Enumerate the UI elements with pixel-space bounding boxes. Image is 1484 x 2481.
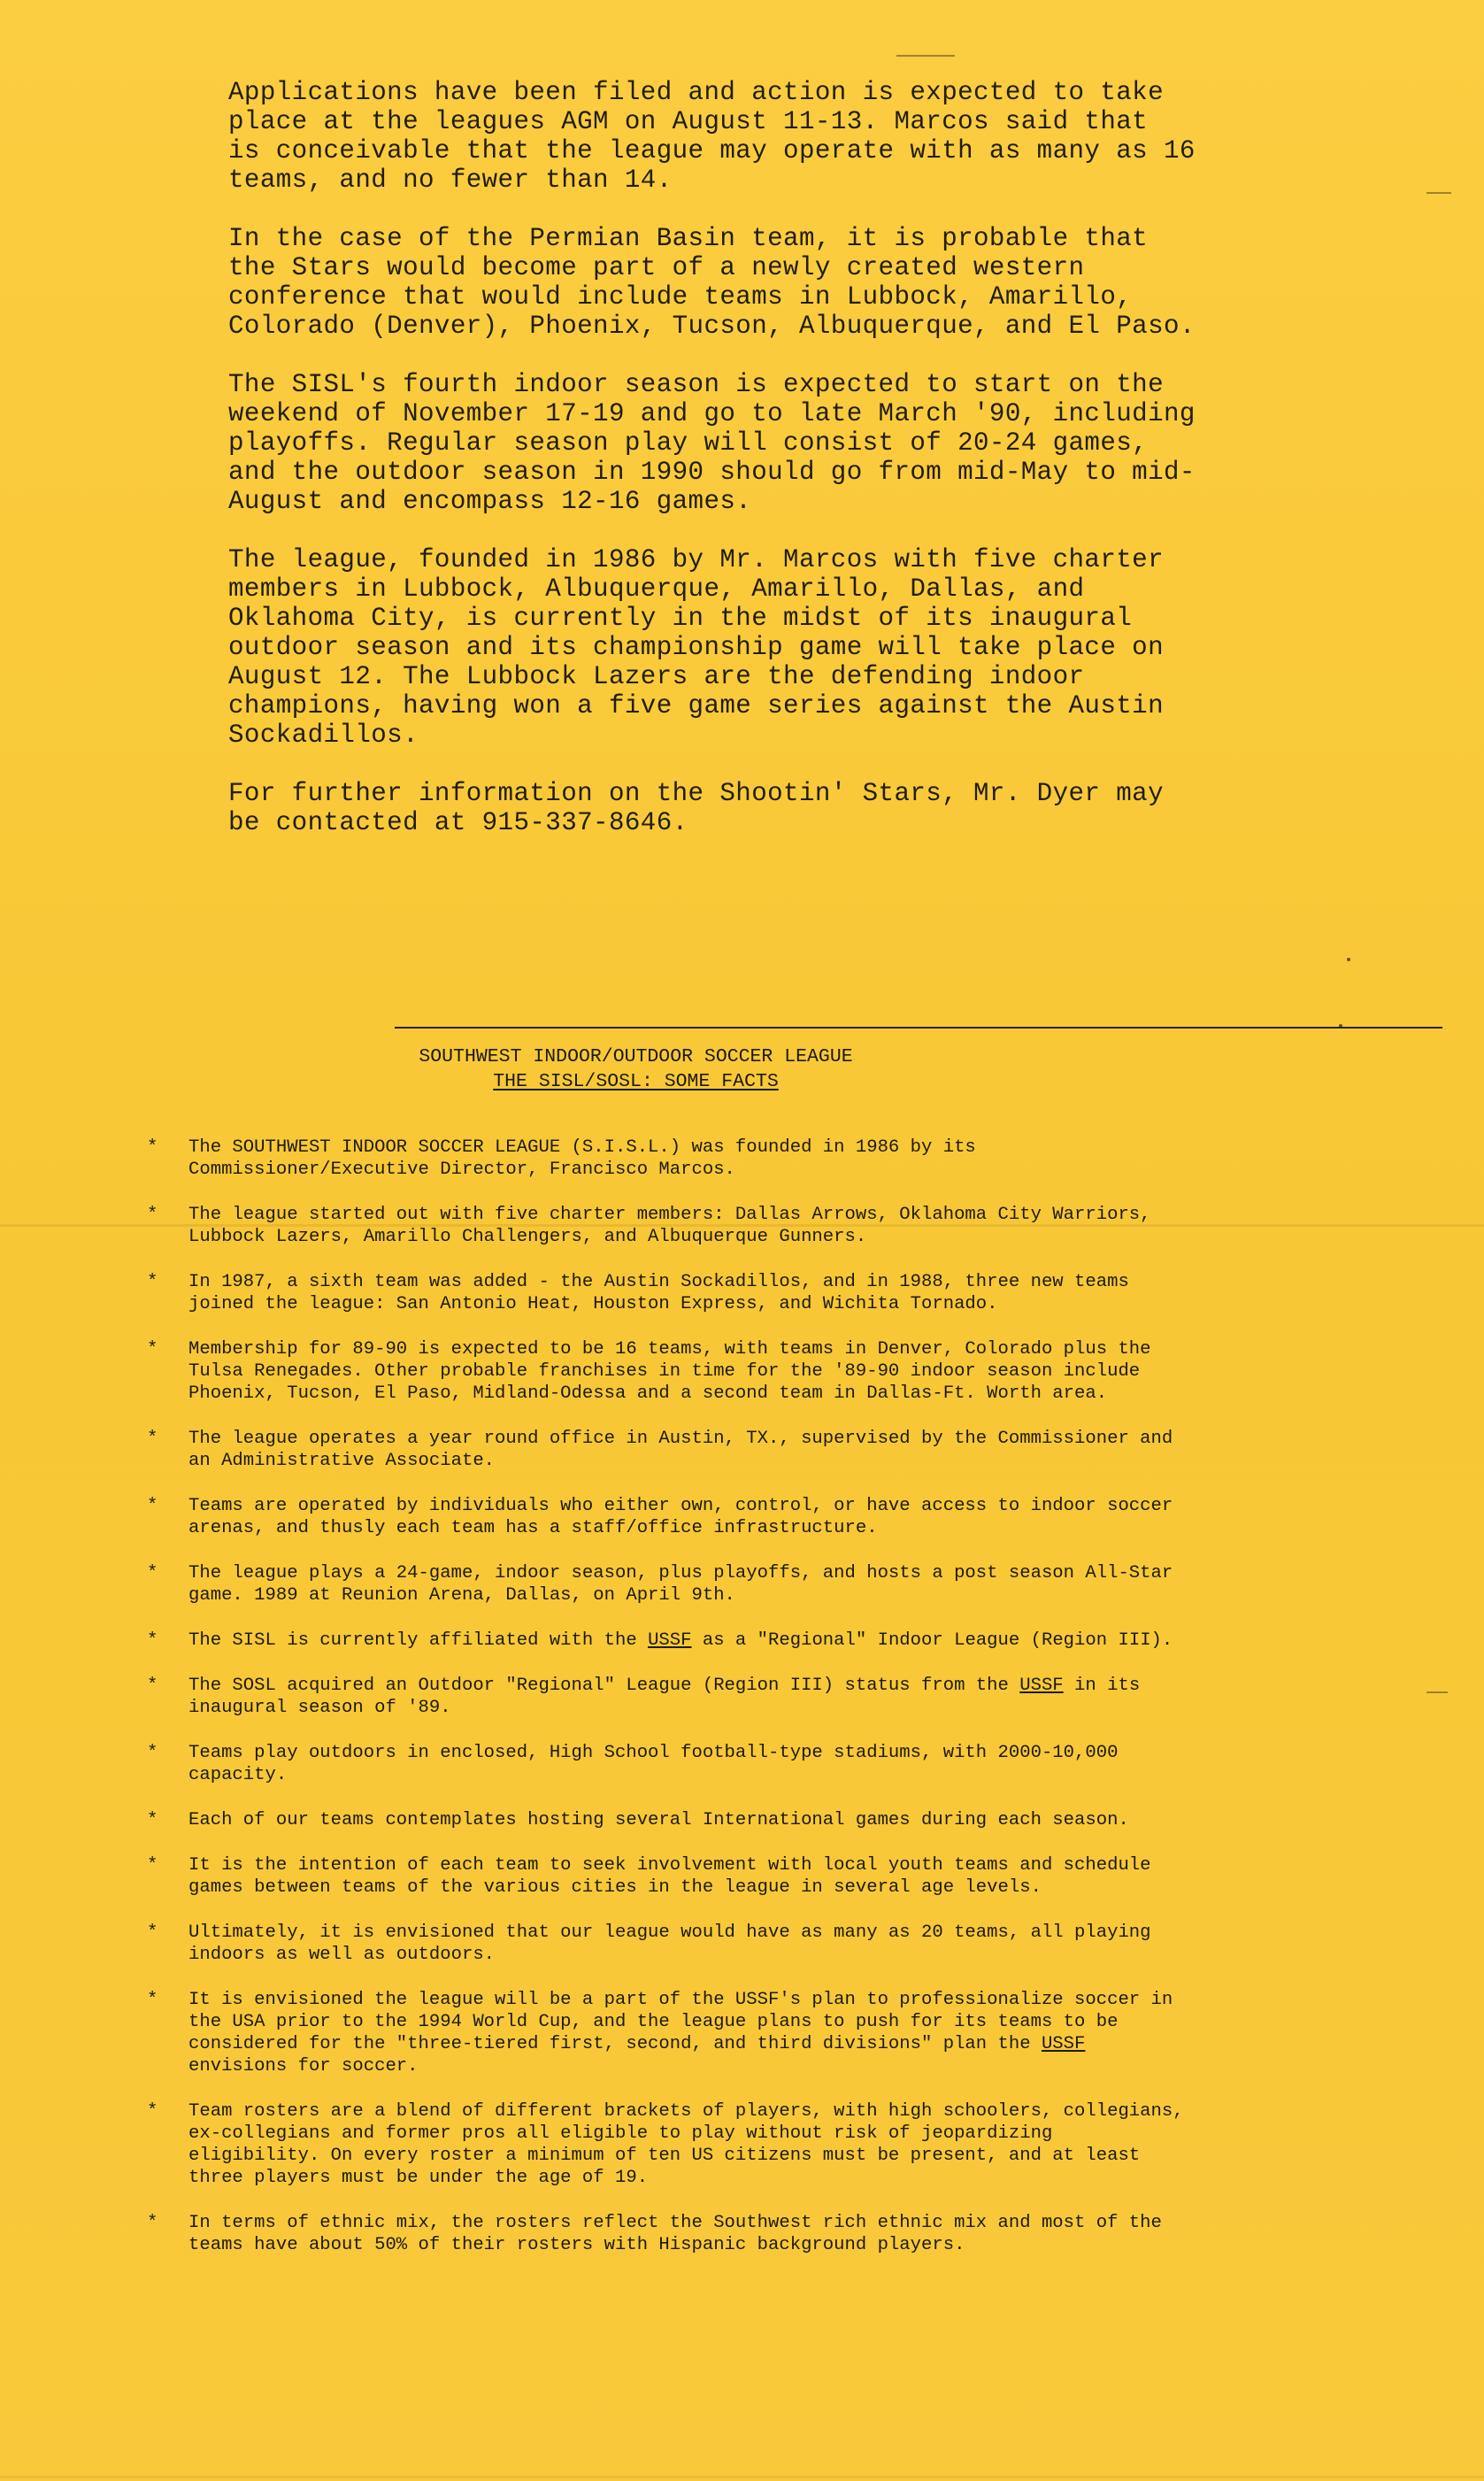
fact-item	[147, 1338, 1395, 1405]
fact-text	[188, 1922, 1151, 1965]
facts-subheading: THE SISL/SOSL: SOME FACTS	[493, 1071, 779, 1092]
fact-item	[147, 1854, 1395, 1899]
fact-text	[188, 1676, 1140, 1718]
fact-text-part: as a "Regional" Indoor League (Region III).	[691, 1630, 1173, 1651]
fact-text	[188, 1743, 1118, 1785]
fact-text-part: The league started out with five charter members: Dallas Arrows, Oklahoma City Warriors, Lubbock Lazers, Amarillo Challengers, and Albuquerque Gunners.	[188, 1205, 1151, 1247]
bullet-asterisk: *	[147, 1137, 158, 1158]
fact-text	[188, 1990, 1173, 2076]
bullet-asterisk: *	[147, 1922, 158, 1943]
fact-text-part: The SOUTHWEST INDOOR SOCCER LEAGUE (S.I.S.L.) was founded in 1986 by its Commissioner/Executive Director, Francisco Marcos.	[188, 1137, 976, 1180]
fact-text-part: The SOSL acquired an Outdoor "Regional" League (Region III) status from the	[188, 1676, 1020, 1696]
fact-text-part: It is envisioned the league will be a part of the USSF's plan to professionalize soccer in the USA prior to the 1994 World Cup, and the league plans to push for its teams to be considered for the "three-tiered first, second, and third divisions" plan the	[188, 1990, 1173, 2054]
fact-text	[188, 1205, 1151, 1247]
fact-text	[188, 1563, 1173, 1606]
letter-paragraph: Applications have been filed and action is expected to take place at the leagues AGM on August 11-13. Marcos said that is conceivable that the league may operate with as many as 16 teams, and no fewer than 14.	[228, 78, 1196, 195]
bullet-asterisk: *	[147, 2101, 158, 2122]
speck	[1347, 958, 1350, 961]
fact-text-part: It is the intention of each team to seek involvement with local youth teams and schedule games between teams of the various cities in the league in several age levels.	[188, 1855, 1151, 1898]
letter-paragraph: In the case of the Permian Basin team, it is probable that the Stars would become part of a newly created western conference that would include teams in Lubbock, Amarillo, Colorado (Denver), Phoenix, Tucson, Albuquerque, and El Paso.	[228, 224, 1196, 341]
underlined-acronym: USSF	[648, 1630, 692, 1651]
section-divider	[395, 1027, 1442, 1029]
bullet-asterisk: *	[147, 1676, 158, 1696]
fact-text-part: Membership for 89-90 is expected to be 16 teams, with teams in Denver, Colorado plus the Tulsa Renegades. Other probable franchises in time for the '89-90 indoor season include Phoenix, Tucson, El Paso, Midland-Odessa and a second team in Dallas-Ft. Worth area.	[188, 1339, 1151, 1404]
fold-crease	[0, 2476, 1484, 2478]
fact-item	[147, 1204, 1395, 1248]
fact-text	[188, 1272, 1129, 1314]
fact-text-part: In terms of ethnic mix, the rosters reflect the Southwest rich ethnic mix and most of the teams have about 50% of their rosters with Hispanic background players.	[188, 2213, 1162, 2255]
bullet-asterisk: *	[147, 1855, 158, 1876]
fact-text-part: The league plays a 24-game, indoor season, plus playoffs, and hosts a post season All-Star game. 1989 at Reunion Arena, Dallas, on April 9th.	[188, 1563, 1173, 1606]
fact-text-part: In 1987, a sixth team was added - the Austin Sockadillos, and in 1988, three new teams joined the league: San Antonio Heat, Houston Express, and Wichita Tornado.	[188, 1272, 1129, 1314]
fact-item	[147, 1271, 1395, 1315]
fact-text-part: The SISL is currently affiliated with the	[188, 1630, 649, 1651]
fact-text	[188, 1339, 1151, 1404]
letter-paragraph: For further information on the Shootin' Stars, Mr. Dyer may be contacted at 915-337-8646.	[228, 779, 1165, 837]
bullet-asterisk: *	[147, 1339, 158, 1360]
fact-text	[188, 1429, 1173, 1471]
fact-item	[147, 1989, 1395, 2077]
bullet-asterisk: *	[147, 1743, 158, 1763]
fact-text	[188, 1855, 1151, 1898]
fact-text	[188, 2213, 1162, 2255]
bullet-asterisk: *	[147, 1429, 158, 1449]
bullet-asterisk: *	[147, 1990, 158, 2010]
fact-item	[147, 1809, 1395, 1831]
fact-text	[188, 1496, 1173, 1538]
bullet-asterisk: *	[147, 1810, 158, 1830]
underlined-acronym: USSF	[1019, 1676, 1064, 1696]
fact-text-part: Each of our teams contemplates hosting several International games during each season.	[188, 1810, 1129, 1830]
fact-text	[188, 1137, 976, 1180]
bullet-asterisk: *	[147, 1630, 158, 1651]
league-name-heading: SOUTHWEST INDOOR/OUTDOOR SOCCER LEAGUE	[419, 1046, 853, 1067]
fact-item	[147, 2100, 1395, 2189]
fact-text-part: Teams are operated by individuals who either own, control, or have access to indoor soccer arenas, and thusly each team has a staff/office infrastructure.	[188, 1496, 1173, 1538]
bullet-asterisk: *	[147, 2213, 158, 2233]
bullet-asterisk: *	[147, 1496, 158, 1516]
fact-text-part: envisions for soccer.	[188, 2056, 419, 2076]
fact-text-part: Ultimately, it is envisioned that our league would have as many as 20 teams, all playing indoors as well as outdoors.	[188, 1922, 1151, 1965]
fact-text	[188, 1630, 1173, 1651]
fact-item	[147, 1428, 1395, 1472]
letter-body	[228, 78, 1326, 867]
fact-item	[147, 1922, 1395, 1966]
fact-item	[147, 1742, 1395, 1786]
facts-list	[147, 1136, 1395, 2279]
fact-text	[188, 1810, 1129, 1830]
top-edge-mark	[896, 55, 955, 57]
underlined-acronym: USSF	[1041, 2034, 1086, 2054]
letter-paragraph: The league, founded in 1986 by Mr. Marcos with five charter members in Lubbock, Albuquerque, Amarillo, Dallas, and Oklahoma City, is currently in the midst of its inaugural outdoor season and its championship game will take place on August 12. The Lubbock Lazers are the defending indoor champions, having won a five game series against the Austin Sockadillos.	[228, 545, 1165, 750]
fact-text-part: in its inaugural season of '89.	[188, 1676, 1141, 1718]
fact-text-part: Team rosters are a blend of different brackets of players, with high schoolers, collegians, ex-collegians and former pros all eligible to play without risk of jeopardizing eligibility. On every roster a minimum of ten US citizens must be present, and at least three players must be under the age of 19.	[188, 2101, 1184, 2188]
fact-text-part: Teams play outdoors in enclosed, High School football-type stadiums, with 2000-10,000 capacity.	[188, 1743, 1119, 1785]
fact-text-part: The league operates a year round office in Austin, TX., supervised by the Commissioner and an Administrative Associate.	[188, 1429, 1173, 1471]
fact-text	[188, 2101, 1184, 2188]
bullet-asterisk: *	[147, 1205, 158, 1225]
edge-mark	[1426, 1691, 1448, 1693]
fact-item	[147, 2212, 1395, 2256]
facts-heading	[0, 1044, 1484, 1094]
bullet-asterisk: *	[147, 1272, 158, 1292]
fact-item	[147, 1630, 1395, 1652]
edge-mark	[1426, 192, 1451, 194]
fact-item	[147, 1495, 1395, 1539]
fact-item	[147, 1136, 1395, 1181]
fact-item	[147, 1562, 1395, 1606]
fact-item	[147, 1675, 1395, 1719]
bullet-asterisk: *	[147, 1563, 158, 1583]
letter-paragraph: The SISL's fourth indoor season is expected to start on the weekend of November 17-19 and go to late March '90, including playoffs. Regular season play will consist of 20-24 games, and the outdoor season in 1990 should go from mid-May to mid- August and encompass 12-16 games.	[228, 370, 1196, 516]
